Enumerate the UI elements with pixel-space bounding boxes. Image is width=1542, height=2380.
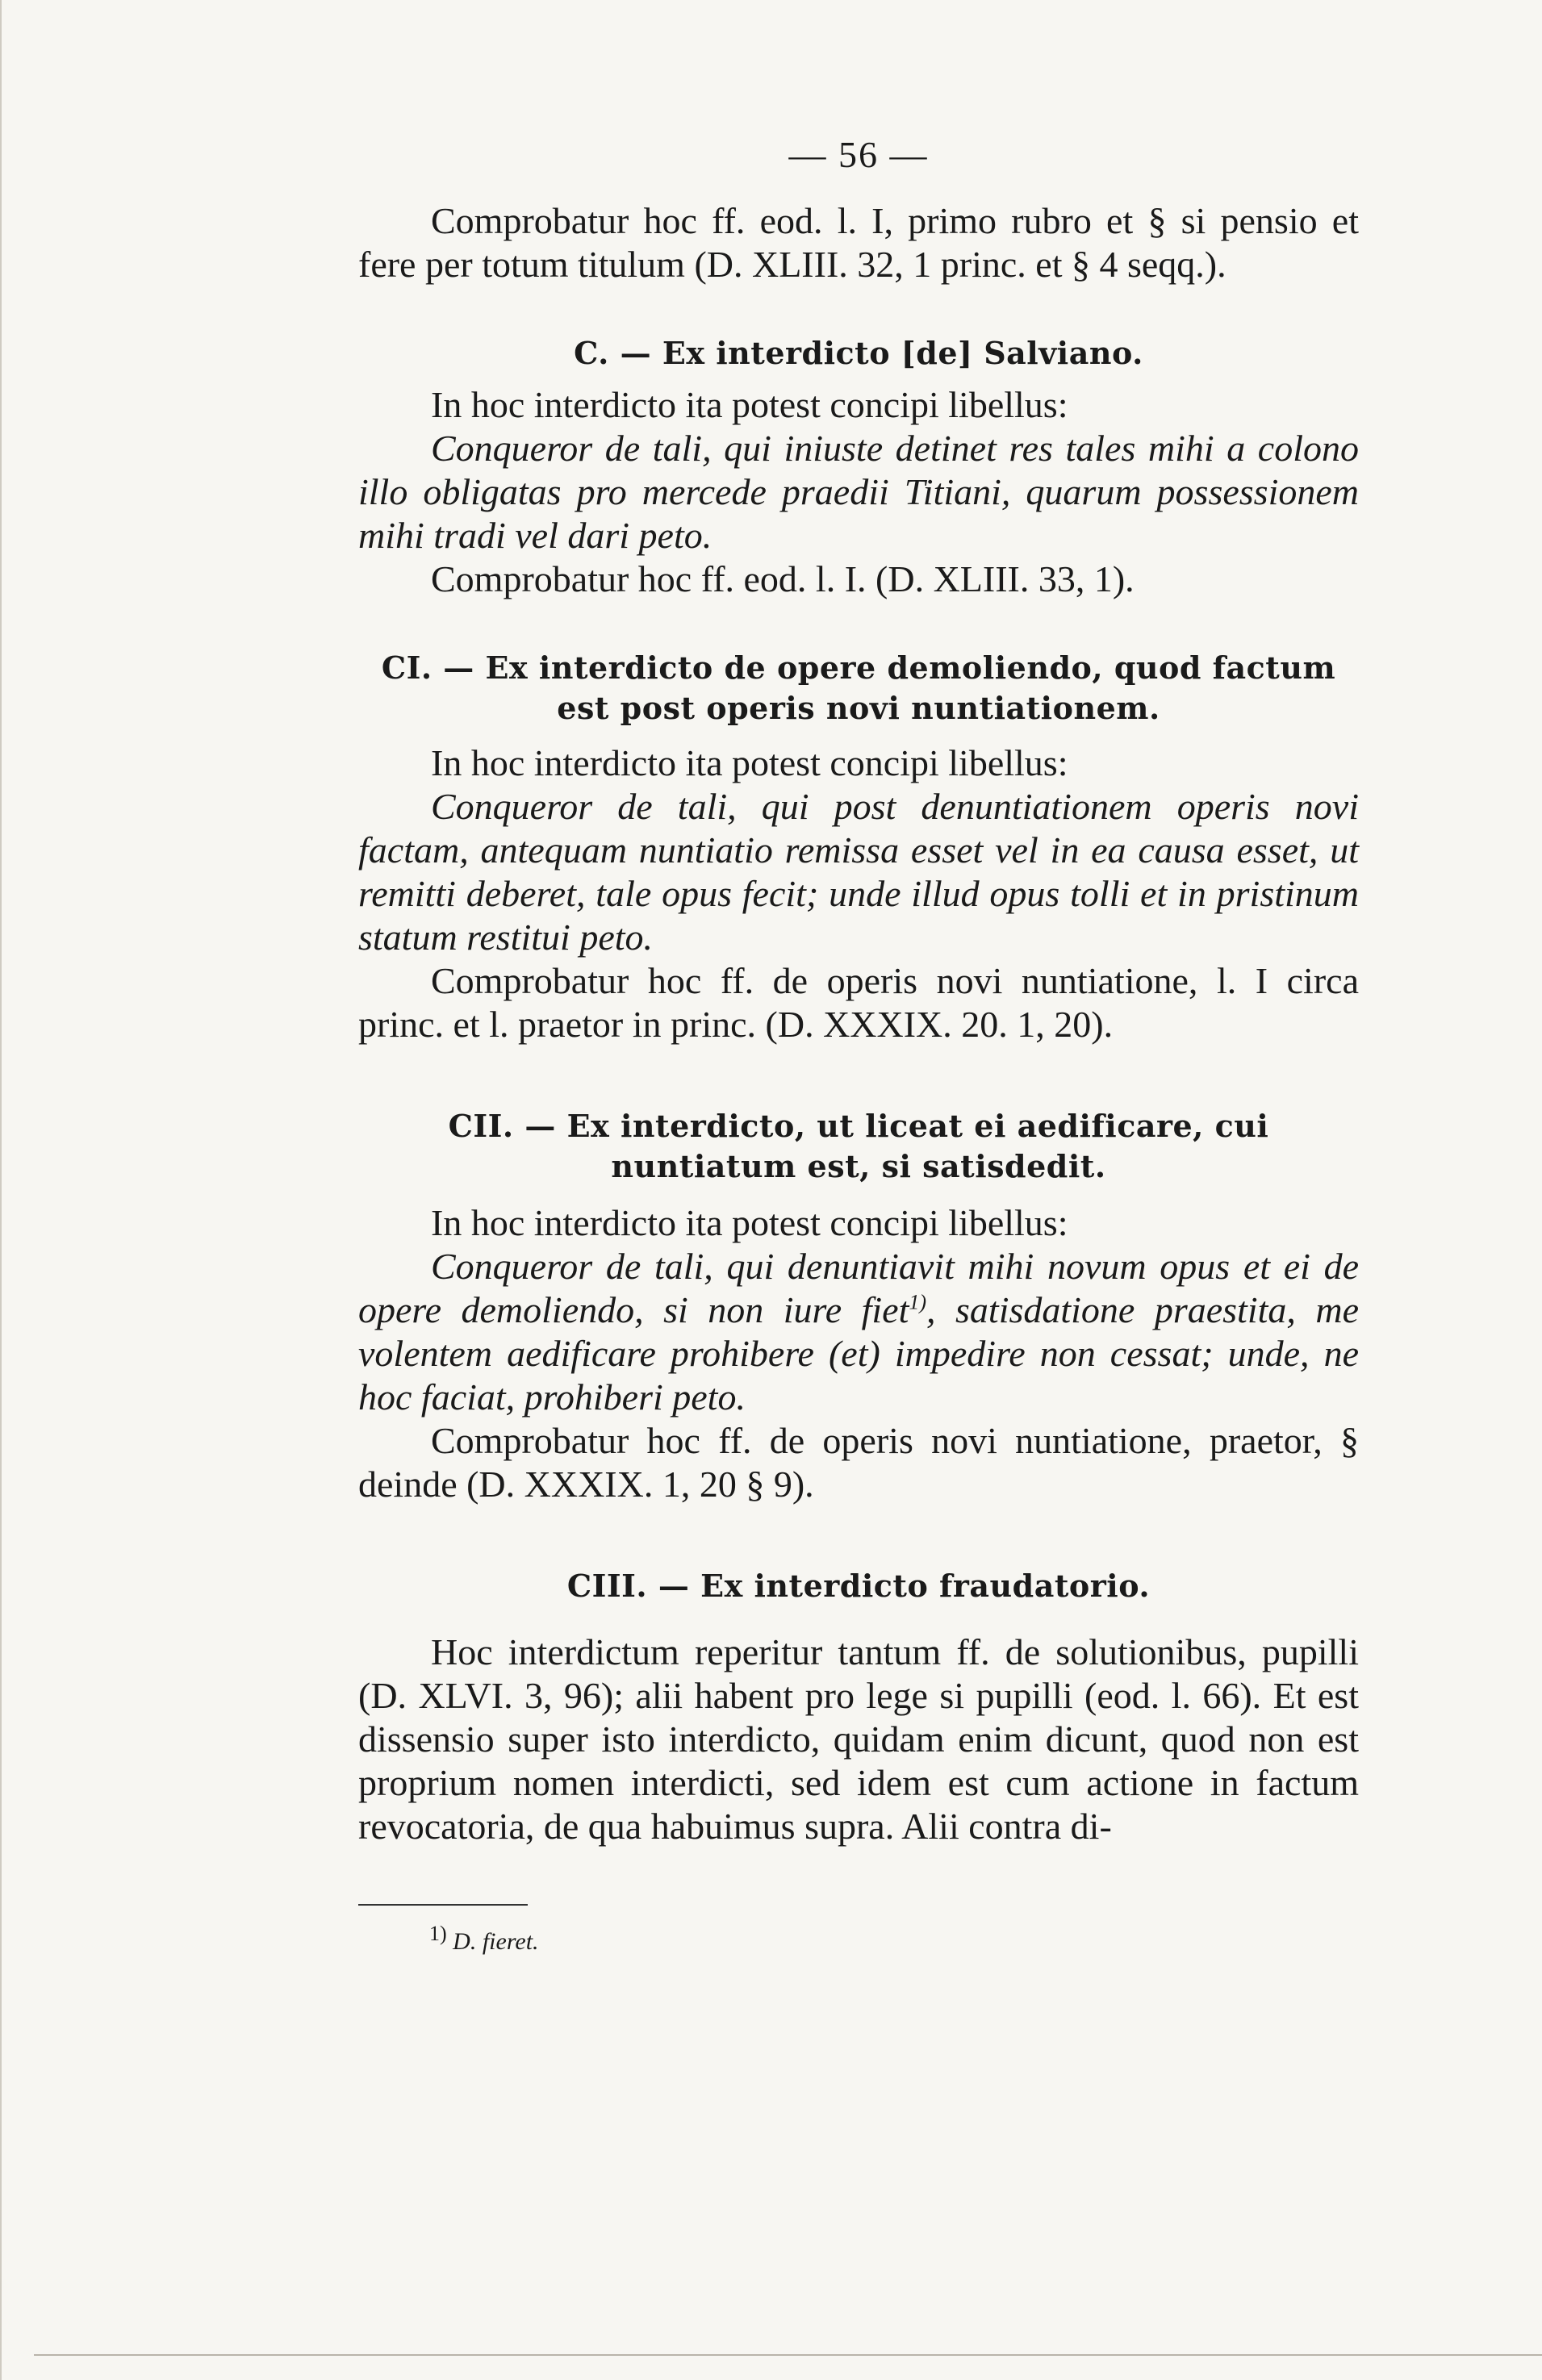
- section-heading-ci: CI. — Ex interdicto de opere demoliendo, quod factum est post operis novi nuntiationem.: [381, 649, 1336, 726]
- section-ciii-body: Hoc interdictum reperitur tantum ff. de solutionibus, pupilli (D. XLVI. 3, 96); alii habent pro lege si pupilli (eod. l. 66). Et est dissensio super isto interdicto, quidam enim dicunt, quod non est proprium nomen interdicti, sed idem est cum actione in factum revocatoria, de qua habuimus supra. Alii contra di-: [358, 1631, 1359, 1847]
- section-c-formula: Conqueror de tali, qui iniuste detinet res tales mihi a colono illo obligatas pro mercede praedii Titiani, quarum possessionem mihi tradi vel dari peto.: [358, 428, 1359, 556]
- footnote: [429, 1922, 539, 1957]
- footnote-divider: [358, 1904, 528, 1906]
- section-cii-proof: Comprobatur hoc ff. de operis novi nuntiatione, praetor, § deinde (D. XXXIX. 1, 20 § 9).: [358, 1420, 1359, 1505]
- section-c-lead: In hoc interdicto ita potest concipi libellus:: [431, 384, 1068, 425]
- section-cii-formula-part1: Conqueror de tali, qui denuntiavit mihi novum opus et ei de opere demoliendo, si non iure fiet: [358, 1246, 1359, 1330]
- intro-paragraph: Comprobatur hoc ff. eod. l. I, primo rubro et § si pensio et fere per totum titulum (D. XLIII. 32, 1 princ. et § 4 seqq.).: [358, 200, 1359, 285]
- section-heading-cii: CII. — Ex interdicto, ut liceat ei aedificare, cui nuntiatum est, si satisdedit.: [448, 1108, 1269, 1184]
- section-cii-formula-part2: , satisdatione praestita, me volentem aedificare prohibere (et) impedire non cessat; unde, ne hoc faciat, prohiberi peto.: [358, 1289, 1359, 1418]
- section-ci-formula: Conqueror de tali, qui post denuntiationem operis novi factam, antequam nuntiatio remissa esset vel in ea causa esset, ut remitti deberet, tale opus fecit; unde illud opus tolli et in pristinum statum restitui peto.: [358, 786, 1359, 958]
- section-ci-lead: In hoc interdicto ita potest concipi libellus:: [431, 742, 1068, 783]
- footnote-text: D. fieret.: [453, 1928, 539, 1955]
- section-cii-formula: [358, 1245, 1359, 1419]
- section-cii-lead: In hoc interdicto ita potest concipi libellus:: [431, 1202, 1068, 1243]
- scan-edge-line: [34, 2354, 1542, 2356]
- section-heading-c: C. — Ex interdicto [de] Salviano.: [574, 335, 1143, 371]
- footnote-reference: 1): [909, 1290, 927, 1314]
- page-number: — 56 —: [788, 134, 929, 175]
- page-content: [358, 133, 1359, 1848]
- footnote-marker: 1): [429, 1922, 447, 1945]
- section-c-proof: Comprobatur hoc ff. eod. l. I. (D. XLIII. 33, 1).: [431, 558, 1135, 599]
- section-heading-ciii: CIII. — Ex interdicto fraudatorio.: [566, 1568, 1151, 1604]
- section-ci-proof: Comprobatur hoc ff. de operis novi nuntiatione, l. I circa princ. et l. praetor in princ. (D. XXXIX. 20. 1, 20).: [358, 960, 1359, 1045]
